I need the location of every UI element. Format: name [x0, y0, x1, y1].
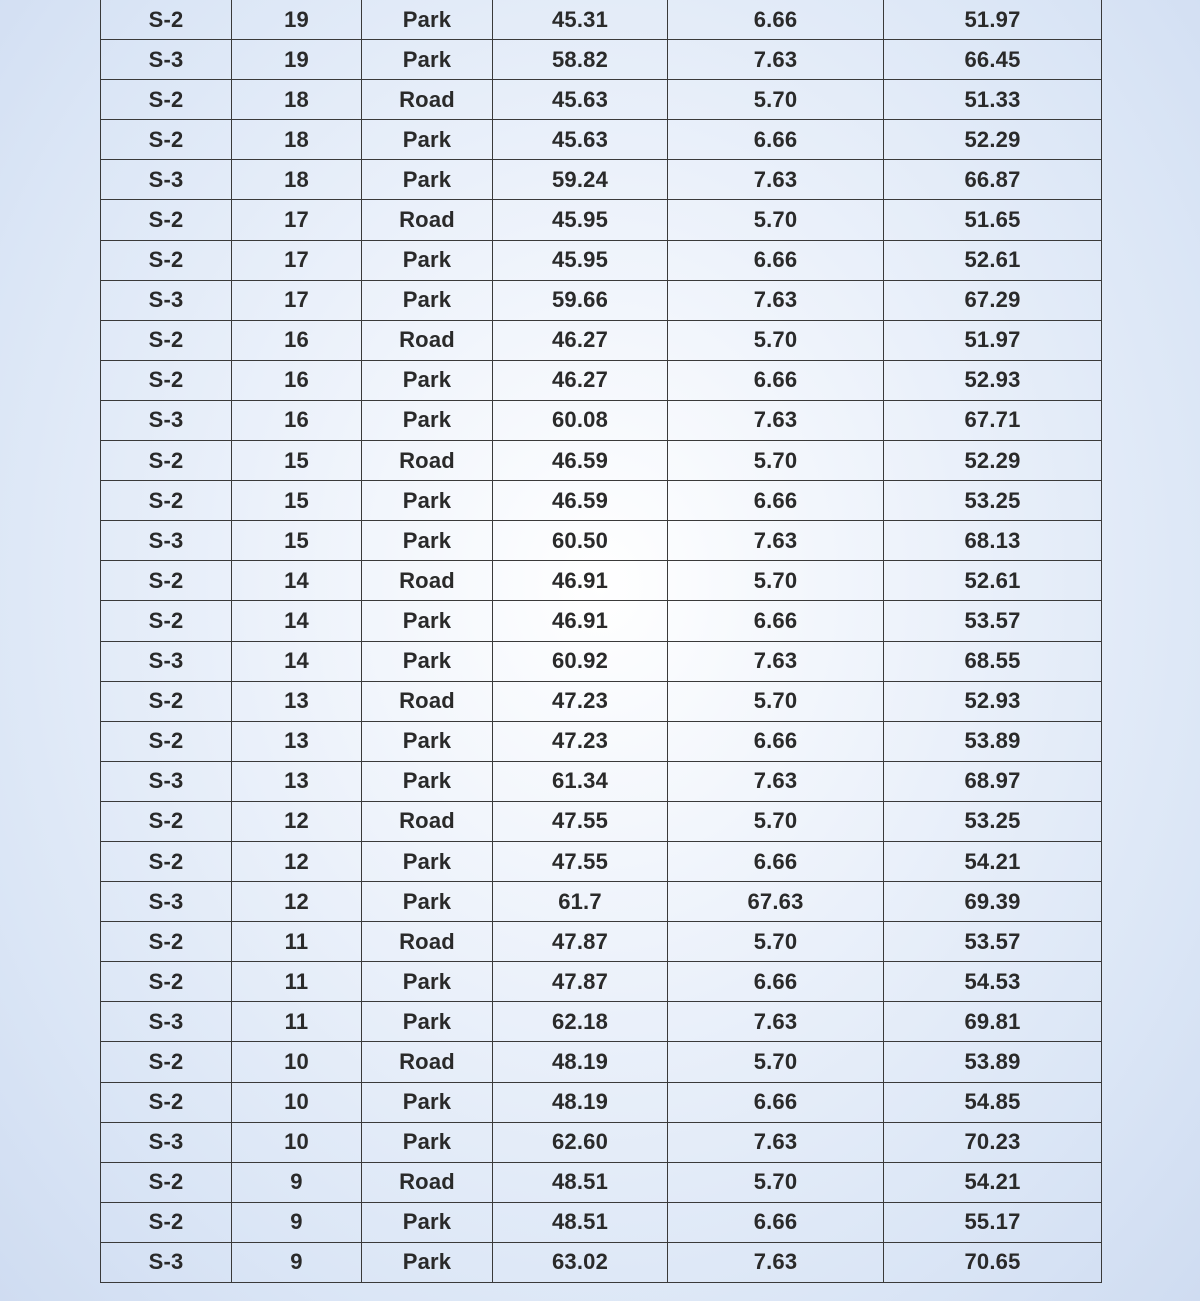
- sector-cell: S-3: [101, 1002, 232, 1042]
- rate-b-cell: 6.66: [668, 240, 884, 280]
- facing-cell: Park: [362, 882, 493, 922]
- rate-a-cell: 46.59: [493, 441, 668, 481]
- sector-cell: S-2: [101, 841, 232, 881]
- total-cell: 69.81: [884, 1002, 1102, 1042]
- total-cell: 51.97: [884, 0, 1102, 40]
- rate-a-cell: 59.66: [493, 280, 668, 320]
- storey-cell: 18: [232, 120, 362, 160]
- sector-cell: S-2: [101, 922, 232, 962]
- rate-a-cell: 58.82: [493, 40, 668, 80]
- facing-cell: Park: [362, 40, 493, 80]
- rate-a-cell: 48.19: [493, 1042, 668, 1082]
- facing-cell: Park: [362, 641, 493, 681]
- storey-cell: 17: [232, 280, 362, 320]
- rate-b-cell: 7.63: [668, 280, 884, 320]
- storey-cell: 16: [232, 400, 362, 440]
- rate-table: [100, 0, 1102, 1283]
- sector-cell: S-3: [101, 400, 232, 440]
- rate-b-cell: 6.66: [668, 120, 884, 160]
- rate-a-cell: 47.87: [493, 922, 668, 962]
- sector-cell: S-2: [101, 120, 232, 160]
- total-cell: 53.89: [884, 721, 1102, 761]
- rate-b-cell: 5.70: [668, 200, 884, 240]
- table-row: [101, 481, 1102, 521]
- facing-cell: Park: [362, 1242, 493, 1282]
- table-row: [101, 441, 1102, 481]
- sector-cell: S-2: [101, 962, 232, 1002]
- total-cell: 67.29: [884, 280, 1102, 320]
- rate-b-cell: 5.70: [668, 320, 884, 360]
- table-row: [101, 1162, 1102, 1202]
- facing-cell: Park: [362, 841, 493, 881]
- facing-cell: Park: [362, 1082, 493, 1122]
- storey-cell: 14: [232, 641, 362, 681]
- total-cell: 68.97: [884, 761, 1102, 801]
- storey-cell: 14: [232, 561, 362, 601]
- sector-cell: S-2: [101, 561, 232, 601]
- facing-cell: Park: [362, 1002, 493, 1042]
- rate-b-cell: 5.70: [668, 681, 884, 721]
- rate-a-cell: 60.50: [493, 521, 668, 561]
- rate-a-cell: 48.19: [493, 1082, 668, 1122]
- facing-cell: Road: [362, 561, 493, 601]
- rate-a-cell: 47.55: [493, 801, 668, 841]
- storey-cell: 19: [232, 0, 362, 40]
- table-row: [101, 841, 1102, 881]
- rate-a-cell: 61.7: [493, 882, 668, 922]
- table-row: [101, 1082, 1102, 1122]
- rate-a-cell: 46.59: [493, 481, 668, 521]
- storey-cell: 11: [232, 922, 362, 962]
- rate-b-cell: 6.66: [668, 0, 884, 40]
- rate-b-cell: 5.70: [668, 441, 884, 481]
- table-row: [101, 801, 1102, 841]
- rate-a-cell: 46.91: [493, 601, 668, 641]
- table-row: [101, 1122, 1102, 1162]
- storey-cell: 9: [232, 1242, 362, 1282]
- table-row: [101, 1042, 1102, 1082]
- rate-a-cell: 48.51: [493, 1162, 668, 1202]
- storey-cell: 12: [232, 841, 362, 881]
- rate-b-cell: 7.63: [668, 1002, 884, 1042]
- rate-a-cell: 46.91: [493, 561, 668, 601]
- total-cell: 52.93: [884, 681, 1102, 721]
- rate-a-cell: 46.27: [493, 320, 668, 360]
- table-row: [101, 761, 1102, 801]
- rate-a-cell: 46.27: [493, 360, 668, 400]
- rate-a-cell: 48.51: [493, 1202, 668, 1242]
- table-row: [101, 240, 1102, 280]
- table-row: [101, 641, 1102, 681]
- facing-cell: Park: [362, 280, 493, 320]
- sector-cell: S-2: [101, 801, 232, 841]
- rate-a-cell: 47.23: [493, 681, 668, 721]
- rate-b-cell: 6.66: [668, 601, 884, 641]
- facing-cell: Park: [362, 601, 493, 641]
- total-cell: 51.97: [884, 320, 1102, 360]
- total-cell: 54.21: [884, 841, 1102, 881]
- table-row: [101, 360, 1102, 400]
- rate-b-cell: 7.63: [668, 160, 884, 200]
- rate-a-cell: 63.02: [493, 1242, 668, 1282]
- storey-cell: 12: [232, 882, 362, 922]
- facing-cell: Park: [362, 0, 493, 40]
- storey-cell: 9: [232, 1162, 362, 1202]
- storey-cell: 17: [232, 200, 362, 240]
- total-cell: 52.93: [884, 360, 1102, 400]
- rate-b-cell: 5.70: [668, 80, 884, 120]
- rate-table-container: [100, 0, 1101, 1283]
- table-row: [101, 320, 1102, 360]
- rate-b-cell: 6.66: [668, 360, 884, 400]
- sector-cell: S-3: [101, 761, 232, 801]
- rate-a-cell: 62.60: [493, 1122, 668, 1162]
- facing-cell: Park: [362, 1122, 493, 1162]
- sector-cell: S-3: [101, 40, 232, 80]
- total-cell: 53.57: [884, 601, 1102, 641]
- facing-cell: Road: [362, 1042, 493, 1082]
- table-row: [101, 962, 1102, 1002]
- rate-a-cell: 45.63: [493, 80, 668, 120]
- table-row: [101, 721, 1102, 761]
- storey-cell: 11: [232, 1002, 362, 1042]
- total-cell: 51.65: [884, 200, 1102, 240]
- storey-cell: 10: [232, 1082, 362, 1122]
- rate-a-cell: 45.31: [493, 0, 668, 40]
- rate-a-cell: 45.95: [493, 200, 668, 240]
- rate-b-cell: 7.63: [668, 761, 884, 801]
- storey-cell: 12: [232, 801, 362, 841]
- facing-cell: Road: [362, 922, 493, 962]
- facing-cell: Park: [362, 400, 493, 440]
- sector-cell: S-2: [101, 200, 232, 240]
- total-cell: 68.55: [884, 641, 1102, 681]
- total-cell: 55.17: [884, 1202, 1102, 1242]
- rate-a-cell: 47.23: [493, 721, 668, 761]
- total-cell: 69.39: [884, 882, 1102, 922]
- storey-cell: 13: [232, 721, 362, 761]
- storey-cell: 10: [232, 1122, 362, 1162]
- storey-cell: 13: [232, 761, 362, 801]
- sector-cell: S-3: [101, 641, 232, 681]
- table-row: [101, 1242, 1102, 1282]
- rate-a-cell: 59.24: [493, 160, 668, 200]
- facing-cell: Park: [362, 120, 493, 160]
- sector-cell: S-2: [101, 1162, 232, 1202]
- storey-cell: 10: [232, 1042, 362, 1082]
- rate-b-cell: 6.66: [668, 841, 884, 881]
- rate-b-cell: 6.66: [668, 962, 884, 1002]
- table-row: [101, 882, 1102, 922]
- sector-cell: S-2: [101, 721, 232, 761]
- rate-a-cell: 60.08: [493, 400, 668, 440]
- table-row: [101, 601, 1102, 641]
- rate-b-cell: 7.63: [668, 521, 884, 561]
- sector-cell: S-2: [101, 681, 232, 721]
- total-cell: 54.53: [884, 962, 1102, 1002]
- facing-cell: Road: [362, 681, 493, 721]
- table-row: [101, 1202, 1102, 1242]
- total-cell: 52.29: [884, 441, 1102, 481]
- rate-b-cell: 7.63: [668, 1122, 884, 1162]
- sector-cell: S-2: [101, 360, 232, 400]
- total-cell: 67.71: [884, 400, 1102, 440]
- facing-cell: Road: [362, 200, 493, 240]
- table-row: [101, 400, 1102, 440]
- total-cell: 66.87: [884, 160, 1102, 200]
- sector-cell: S-2: [101, 0, 232, 40]
- sector-cell: S-2: [101, 1042, 232, 1082]
- total-cell: 70.23: [884, 1122, 1102, 1162]
- total-cell: 53.89: [884, 1042, 1102, 1082]
- rate-b-cell: 5.70: [668, 1042, 884, 1082]
- rate-a-cell: 47.87: [493, 962, 668, 1002]
- rate-b-cell: 7.63: [668, 1242, 884, 1282]
- rate-a-cell: 62.18: [493, 1002, 668, 1042]
- total-cell: 53.57: [884, 922, 1102, 962]
- storey-cell: 11: [232, 962, 362, 1002]
- table-row: [101, 80, 1102, 120]
- table-row: [101, 40, 1102, 80]
- rate-b-cell: 67.63: [668, 882, 884, 922]
- sector-cell: S-3: [101, 1122, 232, 1162]
- sector-cell: S-3: [101, 1242, 232, 1282]
- storey-cell: 19: [232, 40, 362, 80]
- storey-cell: 16: [232, 320, 362, 360]
- storey-cell: 16: [232, 360, 362, 400]
- rate-b-cell: 7.63: [668, 641, 884, 681]
- rate-a-cell: 60.92: [493, 641, 668, 681]
- sector-cell: S-2: [101, 601, 232, 641]
- storey-cell: 14: [232, 601, 362, 641]
- sector-cell: S-3: [101, 280, 232, 320]
- facing-cell: Road: [362, 320, 493, 360]
- facing-cell: Park: [362, 1202, 493, 1242]
- sector-cell: S-2: [101, 481, 232, 521]
- storey-cell: 15: [232, 521, 362, 561]
- facing-cell: Park: [362, 521, 493, 561]
- table-row: [101, 120, 1102, 160]
- table-row: [101, 521, 1102, 561]
- table-row: [101, 200, 1102, 240]
- total-cell: 68.13: [884, 521, 1102, 561]
- facing-cell: Park: [362, 721, 493, 761]
- storey-cell: 18: [232, 80, 362, 120]
- rate-a-cell: 47.55: [493, 841, 668, 881]
- facing-cell: Park: [362, 962, 493, 1002]
- rate-b-cell: 5.70: [668, 801, 884, 841]
- total-cell: 52.61: [884, 561, 1102, 601]
- rate-b-cell: 7.63: [668, 400, 884, 440]
- facing-cell: Road: [362, 80, 493, 120]
- total-cell: 54.21: [884, 1162, 1102, 1202]
- table-row: [101, 280, 1102, 320]
- table-row: [101, 1002, 1102, 1042]
- rate-b-cell: 6.66: [668, 1202, 884, 1242]
- sector-cell: S-2: [101, 1082, 232, 1122]
- total-cell: 66.45: [884, 40, 1102, 80]
- rate-b-cell: 6.66: [668, 721, 884, 761]
- sector-cell: S-3: [101, 521, 232, 561]
- facing-cell: Road: [362, 801, 493, 841]
- facing-cell: Park: [362, 761, 493, 801]
- storey-cell: 18: [232, 160, 362, 200]
- table-row: [101, 922, 1102, 962]
- rate-a-cell: 61.34: [493, 761, 668, 801]
- storey-cell: 13: [232, 681, 362, 721]
- table-row: [101, 561, 1102, 601]
- total-cell: 70.65: [884, 1242, 1102, 1282]
- storey-cell: 15: [232, 441, 362, 481]
- sector-cell: S-2: [101, 80, 232, 120]
- sector-cell: S-2: [101, 1202, 232, 1242]
- storey-cell: 15: [232, 481, 362, 521]
- table-row: [101, 0, 1102, 40]
- table-row: [101, 681, 1102, 721]
- rate-b-cell: 5.70: [668, 561, 884, 601]
- rate-table-body: [101, 0, 1102, 1283]
- total-cell: 53.25: [884, 481, 1102, 521]
- rate-b-cell: 7.63: [668, 40, 884, 80]
- facing-cell: Park: [362, 240, 493, 280]
- rate-b-cell: 5.70: [668, 922, 884, 962]
- storey-cell: 17: [232, 240, 362, 280]
- facing-cell: Park: [362, 360, 493, 400]
- rate-a-cell: 45.63: [493, 120, 668, 160]
- sector-cell: S-2: [101, 441, 232, 481]
- sector-cell: S-2: [101, 320, 232, 360]
- sector-cell: S-3: [101, 160, 232, 200]
- total-cell: 52.29: [884, 120, 1102, 160]
- storey-cell: 9: [232, 1202, 362, 1242]
- facing-cell: Road: [362, 441, 493, 481]
- rate-a-cell: 45.95: [493, 240, 668, 280]
- facing-cell: Park: [362, 160, 493, 200]
- total-cell: 54.85: [884, 1082, 1102, 1122]
- rate-b-cell: 6.66: [668, 1082, 884, 1122]
- sector-cell: S-3: [101, 882, 232, 922]
- sector-cell: S-2: [101, 240, 232, 280]
- facing-cell: Road: [362, 1162, 493, 1202]
- total-cell: 51.33: [884, 80, 1102, 120]
- facing-cell: Park: [362, 481, 493, 521]
- total-cell: 53.25: [884, 801, 1102, 841]
- table-row: [101, 160, 1102, 200]
- rate-b-cell: 5.70: [668, 1162, 884, 1202]
- total-cell: 52.61: [884, 240, 1102, 280]
- rate-b-cell: 6.66: [668, 481, 884, 521]
